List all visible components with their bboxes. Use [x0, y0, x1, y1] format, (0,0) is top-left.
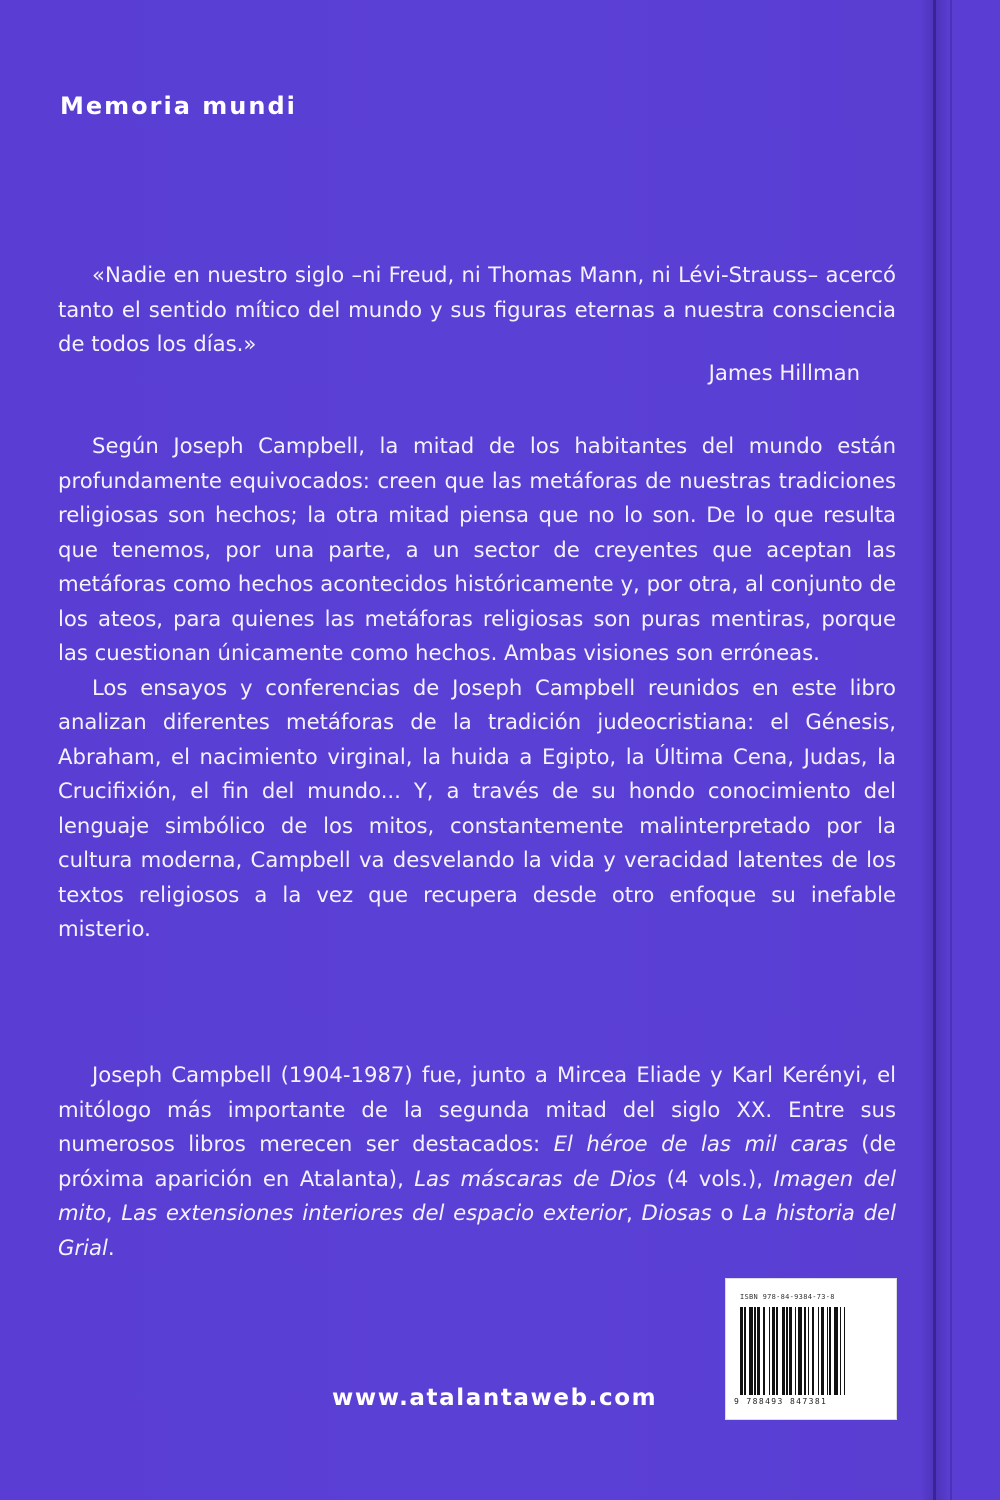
- author-bio-block: [58, 1058, 896, 1265]
- series-title: Memoria mundi: [60, 92, 297, 120]
- summary-paragraph-2: Los ensayos y conferencias de Joseph Campbell reunidos en este libro analizan diferentes metáforas de la tradición judeocristiana: el Génesis, Abraham, el nacimiento virginal, la huida a Egipto, la Última Cena, Judas, la Crucifixión, el fin del mundo... Y, a través de su hondo conocimiento del lenguaje simbólico de los mitos, constantemente malinterpretado por la cultura moderna, Campbell va desvelando la vida y veracidad latentes de los textos religiosos a la vez que recupera desde otro enfoque su inefable misterio.: [58, 674, 896, 941]
- barcode-isbn-label: ISBN 978-84-9384-73-8: [740, 1293, 835, 1301]
- quote-block: [58, 258, 896, 362]
- quote-text: «Nadie en nuestro siglo –ni Freud, ni Thomas Mann, ni Lévi-Strauss– acercó tanto el sentido mítico del mundo y sus figuras eternas a nuestra consciencia de todos los días.»: [58, 262, 896, 356]
- book-title: La historia del Grial: [58, 1200, 896, 1260]
- book-title: Las máscaras de Dios: [414, 1165, 657, 1191]
- quote-author: James Hillman: [708, 360, 860, 385]
- book-title: Las extensiones interiores del espacio exterior: [121, 1200, 627, 1225]
- barcode-bars: [740, 1307, 882, 1395]
- bio-text: ,: [626, 1200, 642, 1225]
- bio-text: o: [711, 1200, 743, 1225]
- spine-fold-line-secondary: [950, 0, 952, 1500]
- bio-text: Joseph Campbell (1904-1987) fue, junto a Mircea Eliade y Karl Kerényi, el mitólogo más importante de la segunda mitad del siglo XX. Entre sus numerosos libros merecen ser destacados:: [58, 1062, 896, 1156]
- book-title: Diosas: [641, 1200, 712, 1225]
- barcode-bar: [845, 1307, 846, 1395]
- summary-paragraph-1: Según Joseph Campbell, la mitad de los habitantes del mundo están profundamente equivocados: creen que las metáforas de nuestras tradiciones religiosas son hechos; la otra mitad piensa que no lo son. De lo que resulta que tenemos, por una parte, a un sector de creyentes que aceptan las metáforas como hechos acontecidos históricamente y, por otra, al conjunto de los ateos, para quienes las metáforas religiosas son puras mentiras, porque las cuestionan únicamente como hechos. Ambas visiones son erróneas.: [58, 433, 896, 665]
- bio-text: ,: [105, 1200, 122, 1225]
- book-title: Imagen del mito: [58, 1165, 896, 1225]
- bio-text: .: [107, 1234, 115, 1260]
- book-title: El héroe de las mil caras: [553, 1131, 848, 1156]
- publisher-website: www.atalantaweb.com: [332, 1385, 658, 1411]
- barcode-digits: 9 788493 847381: [734, 1397, 828, 1406]
- spine-fold-line: [933, 0, 936, 1500]
- summary-block: [58, 429, 896, 947]
- barcode: [725, 1278, 897, 1420]
- author-bio: [58, 1058, 896, 1265]
- bio-text: (de próxima aparición en Atalanta),: [58, 1131, 896, 1191]
- bio-text: (4 vols.),: [656, 1165, 774, 1191]
